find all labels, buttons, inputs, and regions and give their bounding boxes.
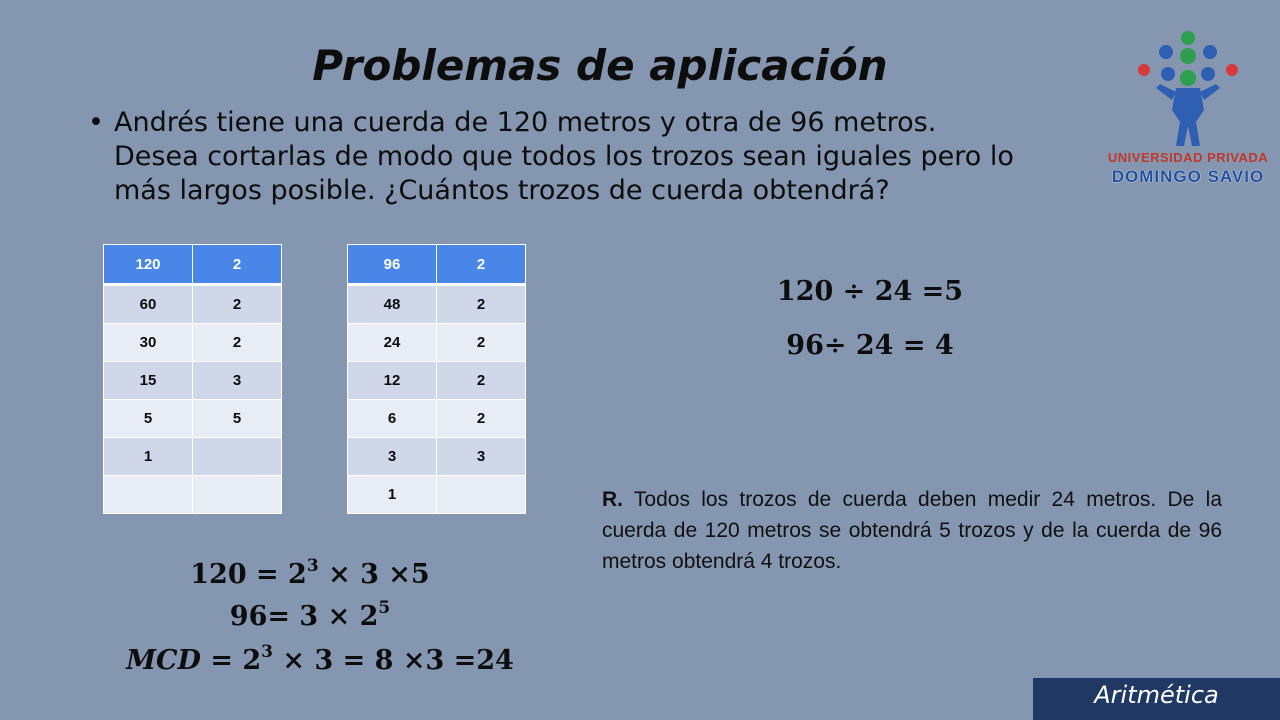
eq3-mid: = 2 bbox=[200, 645, 262, 676]
table-row bbox=[104, 476, 282, 514]
table-row bbox=[104, 285, 282, 324]
factorization-120 bbox=[130, 556, 490, 590]
table-row bbox=[104, 438, 282, 476]
eq1-lhs: 120 = 2 bbox=[190, 559, 307, 590]
eq2-lhs: 96= 3 × 2 bbox=[229, 601, 379, 632]
divisor-cell bbox=[193, 476, 282, 514]
mcd-equation bbox=[90, 642, 550, 676]
quotient-cell: 1 bbox=[348, 476, 437, 514]
division-120: 120 ÷ 24 =5 bbox=[776, 276, 964, 307]
answer-body: Todos los trozos de cuerda deben medir 24 metros. De la cuerda de 120 metros se obtendrá 5 trozos y de la cuerda de 96 metros obtendrá 4 trozos. bbox=[602, 488, 1222, 573]
quotient-cell: 6 bbox=[348, 400, 437, 438]
quotient-cell: 12 bbox=[348, 362, 437, 400]
university-name bbox=[1102, 150, 1274, 188]
divisor-cell: 2 bbox=[437, 362, 526, 400]
division-96: 96÷ 24 = 4 bbox=[786, 330, 954, 361]
table-row bbox=[104, 400, 282, 438]
slide-title: Problemas de aplicación bbox=[312, 41, 888, 90]
divisor-cell: 3 bbox=[437, 438, 526, 476]
university-name-line2: DOMINGO SAVIO bbox=[1111, 167, 1265, 186]
eq3-var: MCD bbox=[126, 645, 201, 676]
quotient-cell: 3 bbox=[348, 438, 437, 476]
table-row bbox=[348, 362, 526, 400]
divisor-cell: 2 bbox=[193, 324, 282, 362]
university-name-line1: UNIVERSIDAD PRIVADA bbox=[1107, 150, 1269, 165]
table-row bbox=[348, 245, 526, 285]
quotient-cell: 96 bbox=[348, 245, 437, 285]
quotient-cell bbox=[104, 476, 193, 514]
quotient-cell: 1 bbox=[104, 438, 193, 476]
answer-prefix: R. bbox=[602, 488, 623, 511]
divisor-cell: 2 bbox=[437, 324, 526, 362]
table-row bbox=[104, 245, 282, 285]
table-row bbox=[348, 438, 526, 476]
divisor-cell: 5 bbox=[193, 400, 282, 438]
eq3-exponent: 3 bbox=[261, 642, 274, 662]
quotient-cell: 24 bbox=[348, 324, 437, 362]
eq2-exponent: 5 bbox=[378, 598, 391, 618]
divisor-cell: 2 bbox=[193, 285, 282, 324]
factorization-table-120 bbox=[103, 244, 282, 514]
table-row bbox=[348, 476, 526, 514]
factorization-96 bbox=[130, 598, 490, 632]
divisor-cell: 3 bbox=[193, 362, 282, 400]
eq1-exponent: 3 bbox=[306, 556, 319, 576]
table-row bbox=[348, 285, 526, 324]
quotient-cell: 60 bbox=[104, 285, 193, 324]
problem-text: Andrés tiene una cuerda de 120 metros y otra de 96 metros. Desea cortarlas de modo que todos los trozos sean iguales pero lo más largos posible. ¿Cuántos trozos de cuerda obtendrá? bbox=[114, 107, 1014, 206]
quotient-cell: 120 bbox=[104, 245, 193, 285]
eq3-rhs: × 3 = 8 ×3 =24 bbox=[273, 645, 514, 676]
table-row bbox=[348, 400, 526, 438]
divisor-cell bbox=[437, 476, 526, 514]
divisor-cell: 2 bbox=[437, 400, 526, 438]
quotient-cell: 30 bbox=[104, 324, 193, 362]
quotient-cell: 5 bbox=[104, 400, 193, 438]
table-row bbox=[104, 362, 282, 400]
quotient-cell: 15 bbox=[104, 362, 193, 400]
divisor-cell bbox=[193, 438, 282, 476]
bullet-icon: • bbox=[88, 107, 104, 138]
factorization-table-96 bbox=[347, 244, 526, 514]
table-row bbox=[104, 324, 282, 362]
answer-text bbox=[602, 484, 1222, 577]
quotient-cell: 48 bbox=[348, 285, 437, 324]
divisor-cell: 2 bbox=[437, 245, 526, 285]
divisor-cell: 2 bbox=[193, 245, 282, 285]
table-row bbox=[348, 324, 526, 362]
divisor-cell: 2 bbox=[437, 285, 526, 324]
footer-subject: Aritmética bbox=[1033, 678, 1280, 720]
eq1-rhs: × 3 ×5 bbox=[318, 559, 430, 590]
